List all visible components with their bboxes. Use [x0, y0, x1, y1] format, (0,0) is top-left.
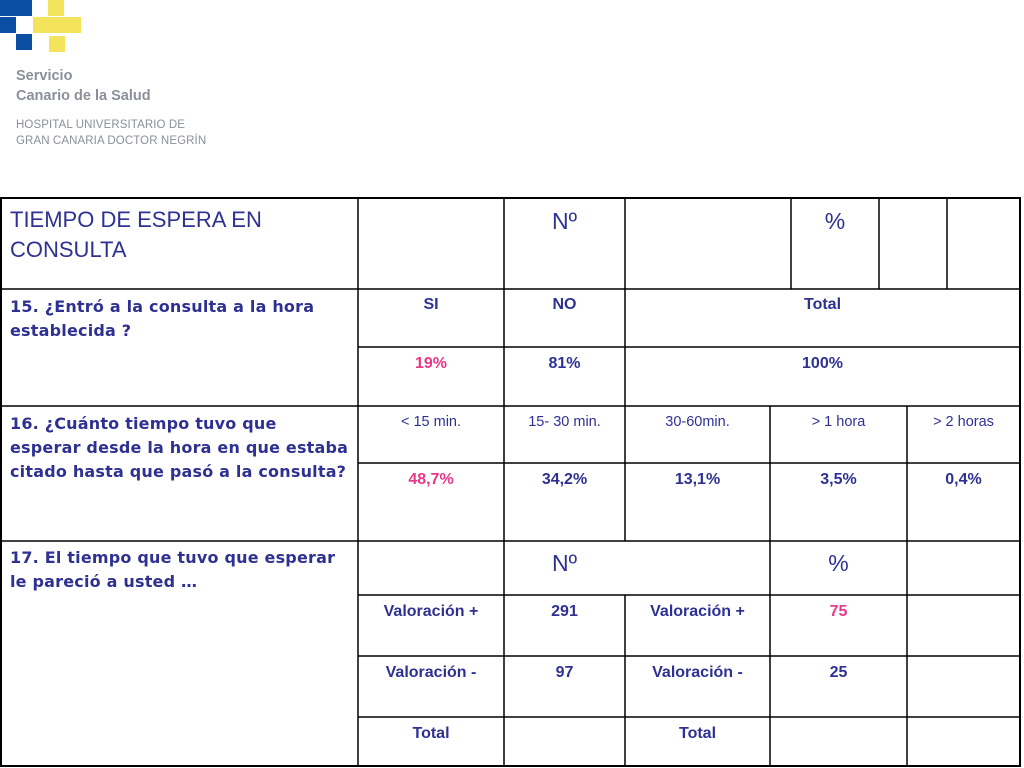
q16-label-4: > 1 hora	[811, 414, 866, 430]
header-number: Nº	[551, 208, 577, 234]
q17-row1-label: Valoración +	[383, 603, 479, 620]
hospital-name: HOSPITAL UNIVERSITARIO DE GRAN CANARIA DOCTOR NEGRÍN	[16, 119, 207, 147]
q17-row3-label2: Total	[678, 725, 717, 742]
q17-row1-percent: 75	[829, 603, 848, 620]
q15-value-total: 100%	[802, 355, 843, 372]
q16-value-1: 48,7%	[408, 471, 454, 488]
q17-row2-label2: Valoración -	[652, 664, 743, 681]
q17-row1-number: 291	[551, 603, 578, 620]
q16-value-2: 34,2%	[541, 471, 588, 488]
q16-value-4: 3,5%	[820, 471, 857, 488]
q15-label-si: SI	[423, 296, 439, 313]
question-16: 16. ¿Cuánto tiempo tuvo que esperar desde la hora en que estaba citado hasta que pasó a la consulta?	[10, 414, 349, 481]
q16-label-3: 30-60min.	[665, 414, 730, 430]
q15-value-si: 19%	[414, 355, 448, 372]
q16-label-1: < 15 min.	[400, 414, 462, 430]
q17-row3-label: Total	[412, 725, 450, 742]
table-title: TIEMPO DE ESPERA EN CONSULTA	[10, 207, 262, 262]
q16-value-5: 0,4%	[945, 471, 982, 488]
q17-row2-percent: 25	[829, 664, 848, 681]
question-17: 17. El tiempo que tuvo que esperar le pareció a usted …	[10, 548, 336, 591]
q16-label-2: 15- 30 min.	[528, 414, 601, 430]
q15-value-no: 81%	[548, 355, 581, 372]
q17-row2-number: 97	[555, 664, 574, 681]
q16-value-3: 13,1%	[674, 471, 721, 488]
q17-header-number: Nº	[551, 550, 577, 576]
question-15: 15. ¿Entró a la consulta a la hora establecida ?	[10, 297, 315, 340]
q17-row2-label: Valoración -	[385, 664, 477, 681]
q17-row1-label2: Valoración +	[650, 603, 745, 620]
q15-label-total: Total	[803, 296, 842, 313]
org-name: Servicio Canario de la Salud	[16, 68, 151, 104]
q15-label-no: NO	[552, 296, 577, 313]
header-percent: %	[824, 208, 846, 234]
q17-header-percent: %	[828, 550, 849, 576]
q16-label-5: > 2 horas	[933, 414, 994, 430]
